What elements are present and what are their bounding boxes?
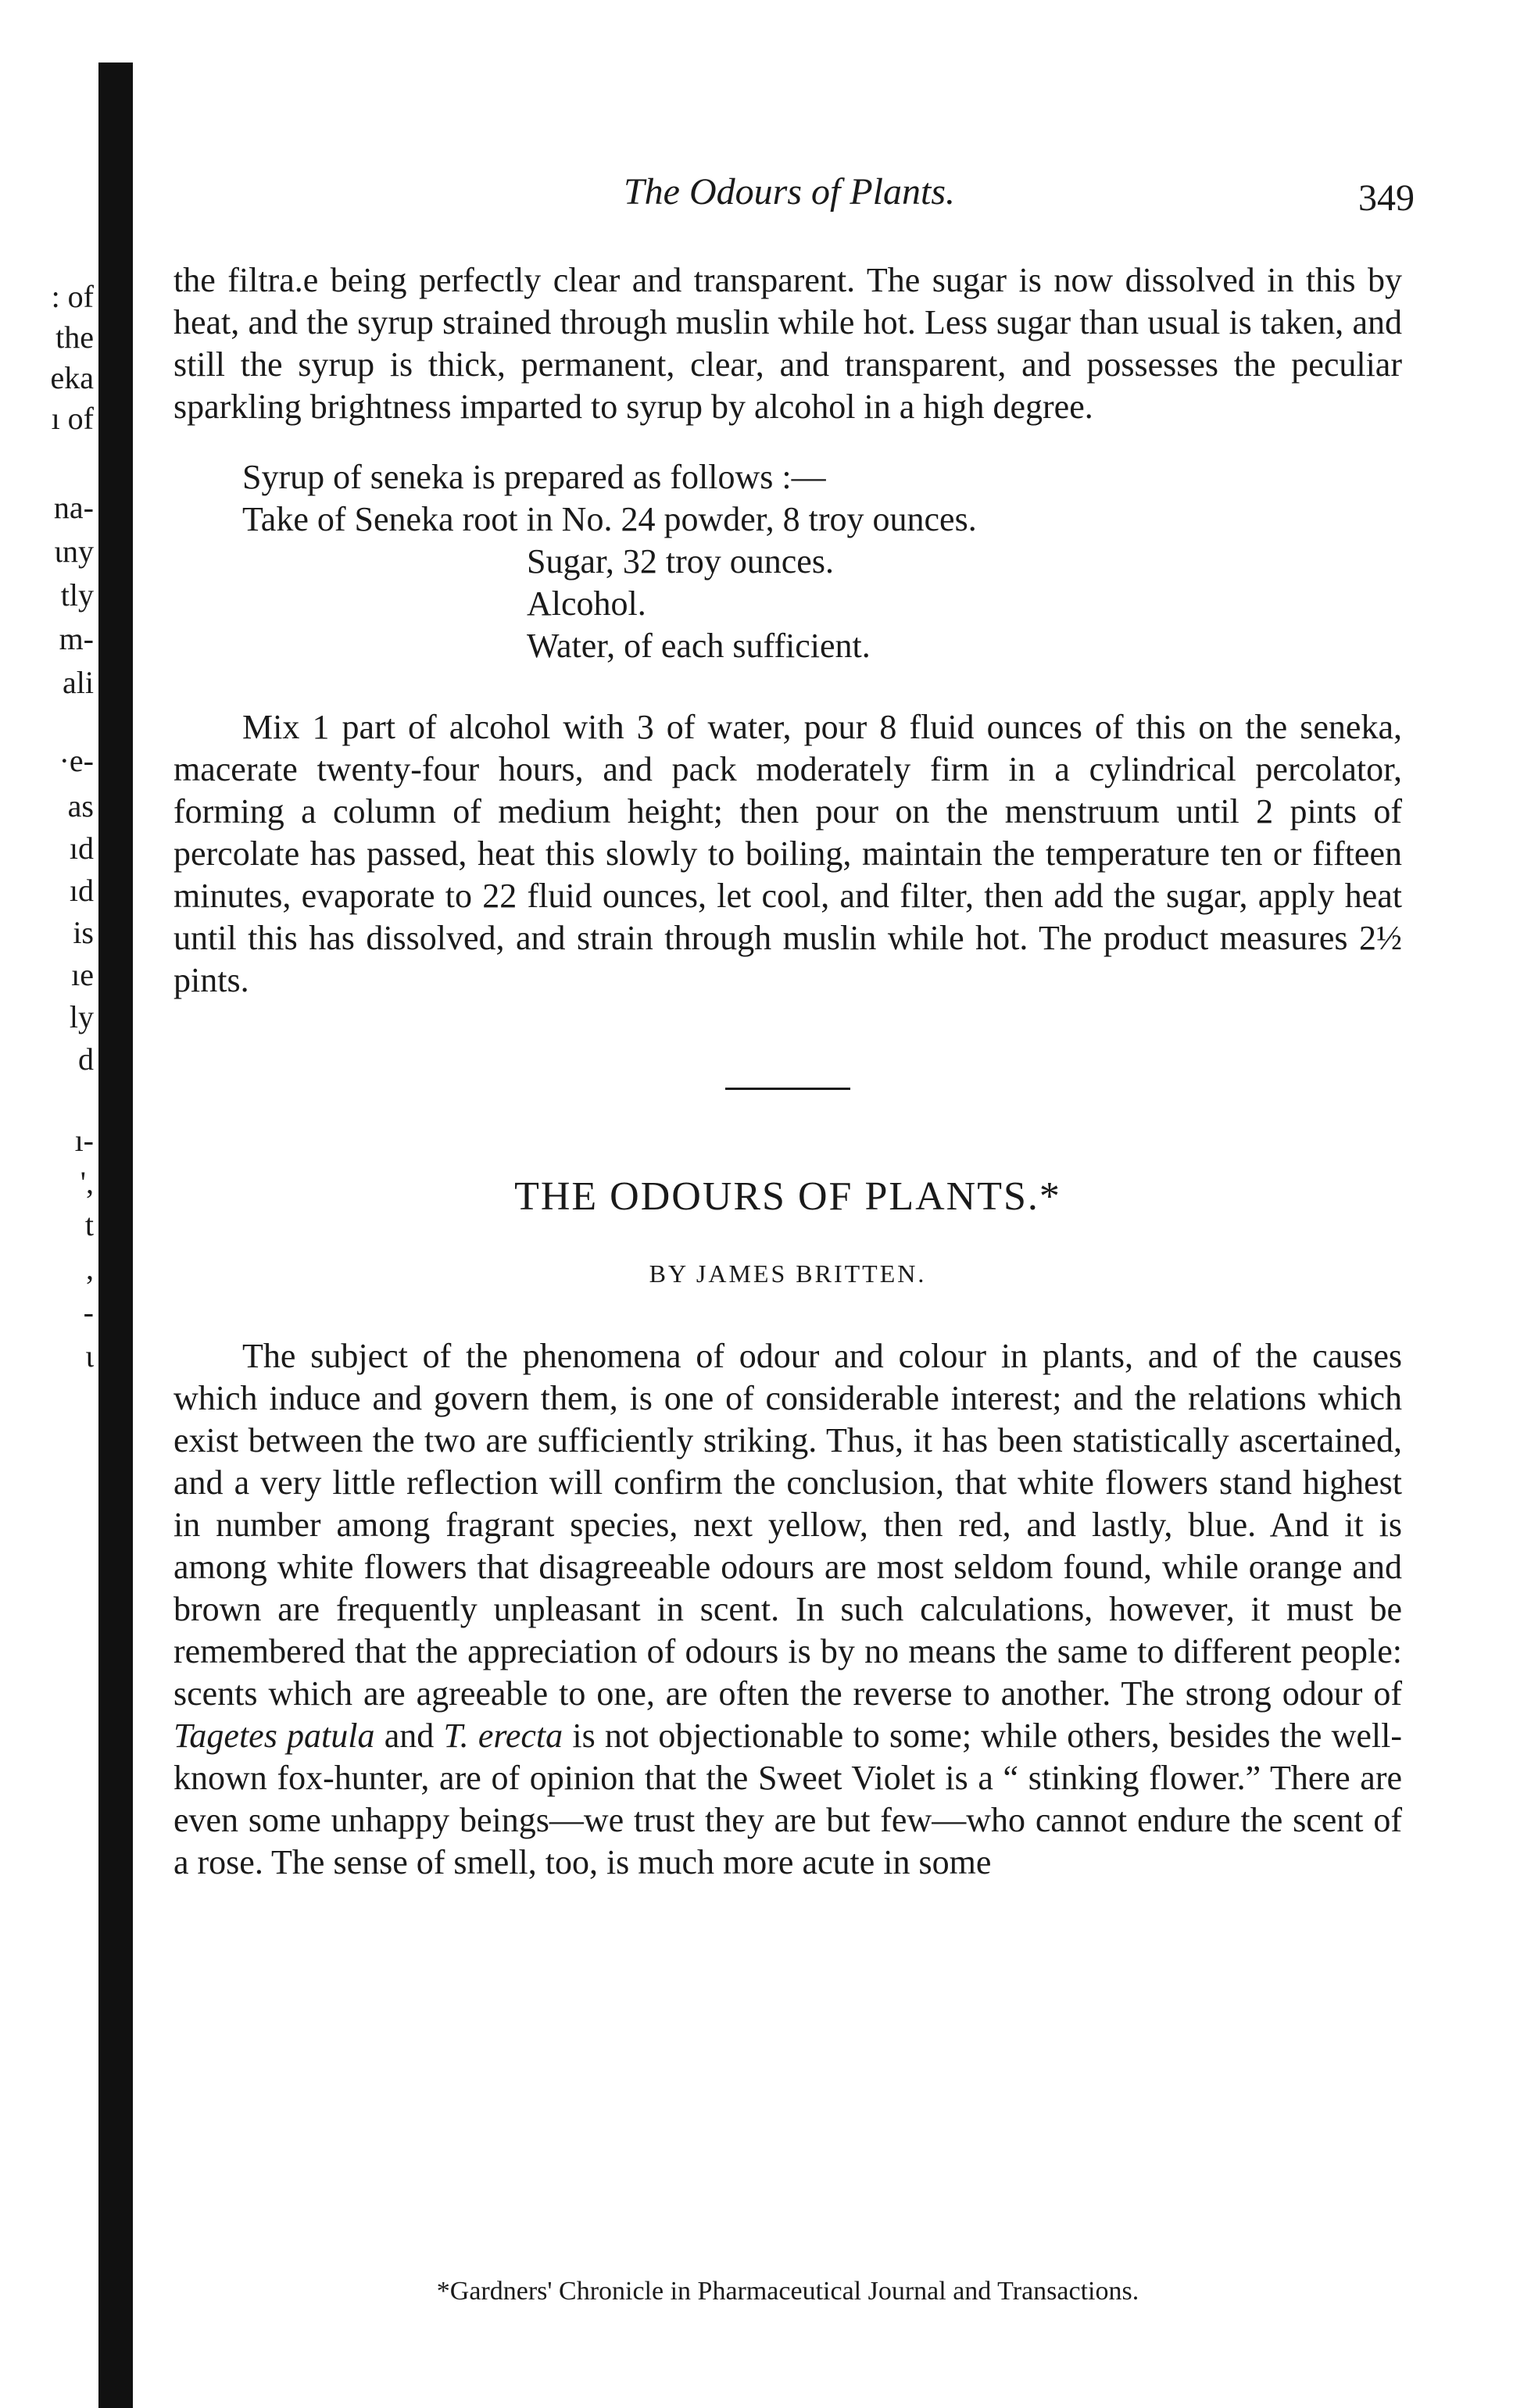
gutter-line: ali xyxy=(63,665,94,700)
book-binding-shadow xyxy=(98,63,133,2408)
gutter-line: ı- xyxy=(74,1123,94,1158)
intro-paragraph: the filtra.e being perfectly clear and transparent. The sugar is now dissolved in this by heat, and the syrup strained through muslin while hot. Less sugar than usual is taken, and still the syrup is thick, permanent, clear, and transparent, and possesses the peculiar sparkling brightness imparted to syrup by alcohol in a high degree. xyxy=(173,261,1402,426)
article-text: and xyxy=(374,1717,444,1755)
gutter-line: t xyxy=(84,1207,94,1242)
gutter-line: ıd xyxy=(69,873,94,908)
species-name: Tagetes patula xyxy=(173,1717,375,1755)
gutter-line: ly xyxy=(69,999,94,1034)
page-number: 349 xyxy=(1358,177,1415,219)
gutter-line: : of xyxy=(51,279,94,314)
species-name: T. erecta xyxy=(443,1717,563,1755)
gutter-line: m- xyxy=(59,621,94,656)
recipe-ingredient: Alcohol. xyxy=(527,584,646,623)
recipe-ingredient: Sugar, 32 troy ounces. xyxy=(527,542,834,581)
gutter-line: - xyxy=(83,1295,94,1330)
gutter-line: tly xyxy=(60,577,94,613)
section-divider xyxy=(725,1088,850,1090)
gutter-line: , xyxy=(86,1251,94,1286)
gutter-line: ι xyxy=(85,1338,94,1374)
running-title: The Odours of Plants. xyxy=(623,171,956,213)
method-paragraph: Mix 1 part of alcohol with 3 of water, pour 8 fluid ounces of this on the seneka, macerate twenty-four hours, and pack moderately firm in a cylindrical percolator, forming a column of medium height; then pour on the menstruum until 2 pints of percolate has passed, heat this slowly to boiling, maintain the temperature ten or fifteen minutes, evaporate to 22 fluid ounces, let cool, and filter, then add the sugar, apply heat until this has dissolved, and strain through muslin while hot. The product measures 2½ pints. xyxy=(173,708,1402,999)
article-text: is not objectionable to some; while others, besides the well-known fox-hunter, are of opinion that the Sweet Violet is a “ stinking flower.” There are even some unhappy beings—we trust they are but few—who cannot endure the scent of a rose. The sense of smell, too, is much more acute in some xyxy=(173,1717,1403,1881)
gutter-line: ıe xyxy=(71,957,94,992)
gutter-line: as xyxy=(67,788,94,824)
gutter-line: the xyxy=(55,320,94,355)
recipe-lead: Syrup of seneka is prepared as follows :— xyxy=(242,458,826,496)
gutter-line: d xyxy=(78,1041,94,1077)
article-byline: BY JAMES BRITTEN. xyxy=(649,1259,927,1288)
gutter-line: ·e- xyxy=(59,743,94,778)
gutter-line: na- xyxy=(53,490,94,525)
article-paragraph xyxy=(173,1335,1402,1884)
gutter-line: ı of xyxy=(51,401,94,436)
recipe-ingredient: Take of Seneka root in No. 24 powder, 8 troy ounces. xyxy=(242,500,977,538)
article-title: THE ODOURS OF PLANTS.* xyxy=(514,1174,1061,1219)
gutter-line: ıd xyxy=(69,831,94,866)
gutter-line: ιny xyxy=(54,534,94,569)
recipe-ingredient: Water, of each sufficient. xyxy=(527,627,871,665)
gutter-line: is xyxy=(73,915,94,950)
gutter-line: ', xyxy=(80,1165,94,1200)
page-header xyxy=(180,170,1415,225)
article-text: The subject of the phenomena of odour and colour in plants, and of the causes which induce and govern them, is one of considerable interest; and the relations which exist between the two are sufficiently striking. Thus, it has been statistically ascertained, and a very little reflection will confirm the conclusion, that white flowers stand highest in number among fragrant species, next yellow, then red, and lastly, blue. And it is among white flowers that disagreeable odours are most seldom found, while orange and brown are frequently unpleasant in scent. In such calculations, however, it must be remembered that the appreciation of odours is by no means the same to different people: scents which are agreeable to one, are often the reverse to another. The strong odour of xyxy=(173,1337,1402,1713)
footnote: *Gardners' Chronicle in Pharmaceutical Journal and Transactions. xyxy=(436,2277,1139,2306)
recipe-formula xyxy=(173,456,1402,667)
page-body xyxy=(173,259,1402,1884)
gutter-line: eka xyxy=(50,360,94,395)
